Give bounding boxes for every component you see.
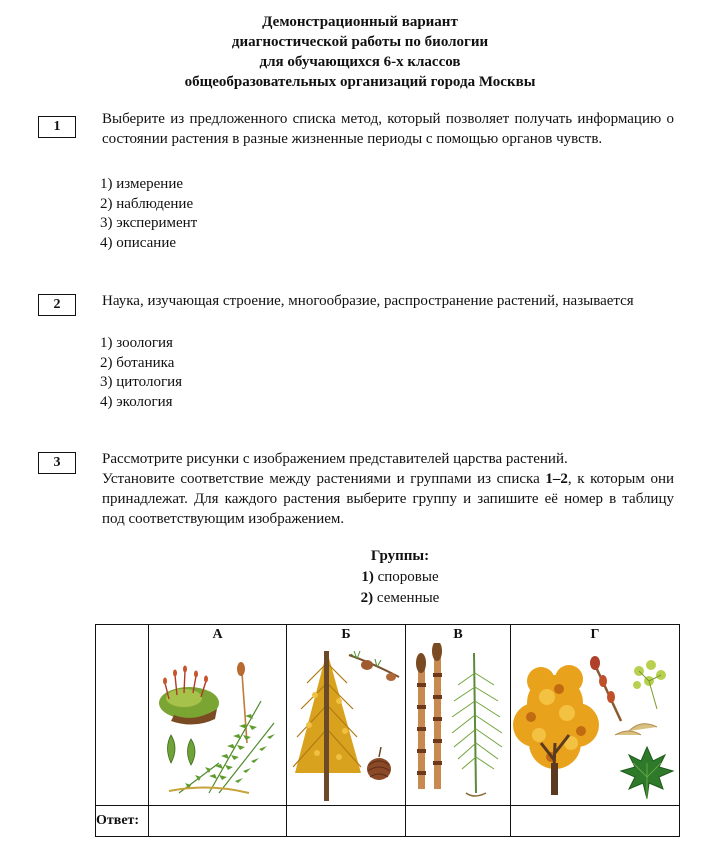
question-2-number: 2: [38, 294, 76, 316]
column-a-cell: [149, 625, 287, 806]
column-g-cell: [511, 625, 680, 806]
column-a-letter: А: [212, 627, 223, 642]
document-header: [0, 12, 720, 92]
option[interactable]: 3) эксперимент: [100, 215, 198, 232]
column-b-letter: Б: [341, 627, 351, 642]
answer-label: Ответ:: [96, 806, 149, 837]
answer-cell-b[interactable]: [287, 806, 406, 837]
option[interactable]: 1) зоология: [100, 335, 173, 351]
question-3-text: [102, 449, 674, 529]
option[interactable]: 2) наблюдение: [100, 195, 194, 212]
empty-corner-cell: [96, 625, 149, 806]
answer-cell-a[interactable]: [149, 806, 287, 837]
answer-table: [95, 624, 680, 837]
header-line-3: для обучающихся 6-х классов: [259, 54, 461, 70]
column-v-cell: [406, 625, 511, 806]
larch-illustration: [287, 643, 405, 803]
answer-row: [96, 806, 680, 837]
question-3-range: 1–2: [545, 471, 568, 487]
column-v-letter: В: [453, 627, 463, 642]
maple-illustration: [511, 643, 679, 803]
group-num: 1): [361, 569, 374, 585]
question-3-line-1: Рассмотрите рисунки с изображением представителей царства растений.: [102, 451, 568, 467]
question-2-text: Наука, изучающая строение, многообразие, распространение растений, называется: [102, 293, 634, 309]
horsetail-illustration: [406, 643, 510, 803]
header-line-1: Демонстрационный вариант: [262, 14, 458, 30]
moss-illustration: [149, 643, 286, 803]
question-1-options: [100, 175, 197, 254]
question-3-number: 3: [38, 452, 76, 474]
question-1-text: Выберите из предложенного списка метод, который позволяет получать информацию о состоянии растения в разные жизненные периоды с помощью органов чувств.: [102, 111, 674, 147]
group-label: семенные: [376, 590, 440, 606]
answer-cell-g[interactable]: [511, 806, 680, 837]
group-item-2: [0, 588, 720, 609]
question-2-options: [100, 334, 182, 413]
group-label: споровые: [377, 569, 439, 585]
option[interactable]: 1) измерение: [100, 176, 184, 192]
groups-list: [0, 546, 720, 609]
question-3-body: [102, 469, 674, 529]
group-num: 2): [360, 590, 374, 606]
question-1-number: 1: [38, 116, 76, 138]
option[interactable]: 4) экология: [100, 394, 173, 411]
header-line-2: диагностической работы по биологии: [231, 34, 489, 50]
column-b-cell: [287, 625, 406, 806]
option[interactable]: 4) описание: [100, 235, 177, 252]
column-g-letter: Г: [590, 627, 600, 642]
question-3-body-b: , к которым они принадлежат. Для каждого растения выберите группу и запишите её номер в таблицу под соответствующим изображением.: [102, 471, 674, 527]
picture-row: [96, 625, 680, 806]
question-3-body-a: Установите соответствие между растениями и группами из списка: [102, 471, 546, 487]
header-line-4: общеобразовательных организаций города Москвы: [184, 74, 536, 90]
option[interactable]: 2) ботаника: [100, 354, 175, 371]
answer-cell-v[interactable]: [406, 806, 511, 837]
groups-title: Группы:: [370, 548, 430, 564]
option[interactable]: 3) цитология: [100, 374, 183, 391]
group-item-1: [0, 567, 720, 588]
